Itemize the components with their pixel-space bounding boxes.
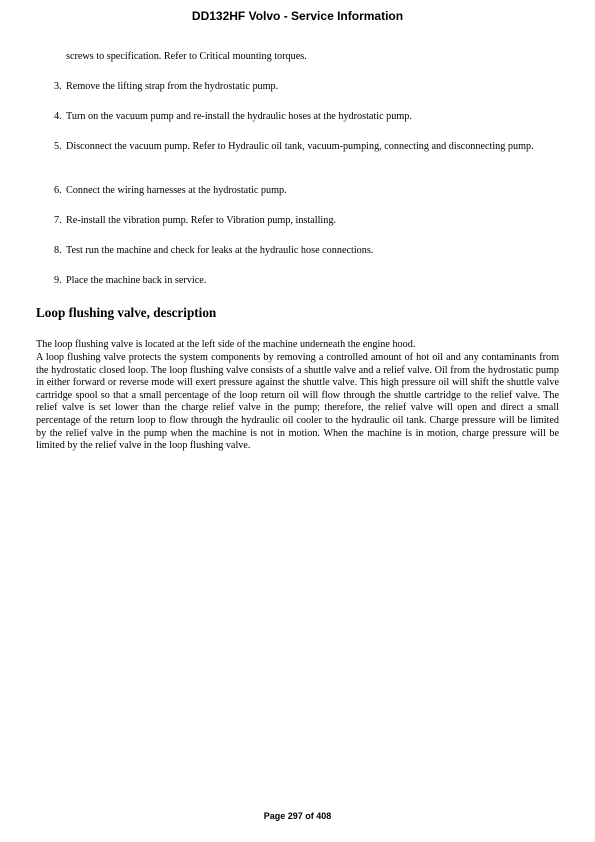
step-text: Re-install the vibration pump. Refer to Vibration pump, installing.	[66, 215, 336, 226]
step-number: 6.	[54, 185, 62, 196]
body-paragraph: The loop flushing valve is located at the left side of the machine underneath the engine hood.	[36, 339, 416, 350]
document-header: DD132HF Volvo - Service Information	[191, 9, 404, 23]
step-text: Test run the machine and check for leaks at the hydraulic hose connections.	[66, 245, 374, 256]
step-text: Place the machine back in service.	[66, 275, 207, 286]
step-text: Connect the wiring harnesses at the hydrostatic pump.	[66, 185, 287, 196]
procedure-step	[54, 185, 559, 198]
step-text: Turn on the vacuum pump and re-install the hydraulic hoses at the hydrostatic pump.	[66, 111, 412, 122]
step-text: Disconnect the vacuum pump. Refer to Hydraulic oil tank, vacuum-pumping, connecting and disconnecting pump.	[66, 141, 534, 152]
step-number: 4.	[54, 111, 62, 122]
procedure-step	[54, 245, 559, 258]
step-number: 3.	[54, 81, 62, 92]
step-number: 9.	[54, 275, 62, 286]
step-number: 8.	[54, 245, 62, 256]
procedure-step	[54, 275, 559, 288]
step-text: Remove the lifting strap from the hydrostatic pump.	[66, 81, 279, 92]
step-number: 5.	[54, 141, 62, 152]
procedure-step	[54, 81, 559, 94]
procedure-step	[54, 215, 559, 228]
procedure-step	[54, 141, 559, 154]
page-number: Page 297 of 408	[263, 811, 332, 821]
procedure-step	[54, 111, 559, 124]
step-number: 7.	[54, 215, 62, 226]
section-heading: Loop flushing valve, description	[36, 305, 217, 320]
continuation-text: screws to specification. Refer to Critical mounting torques.	[66, 51, 307, 62]
body-paragraph: A loop flushing valve protects the system components by removing a controlled amount of hot oil and any contaminants from the hydrostatic closed loop. The loop flushing valve consists of a shuttle valve and a relief valve. Oil from the hydrostatic pump in either forward or reverse mode will exert pressure against the shuttle valve. This high pressure oil will shift the shuttle valve cartridge spool so that a small percentage of the loop return oil will flow through the shuttle cartridge to the relief valve. The relief valve is set lower than the charge relief valve in the pump; therefore, the relief valve will open and direct a small percentage of the return loop to flow through the hydraulic oil cooler to the hydraulic oil tank. Charge pressure will be limited by the relief valve in the pump when the machine is not in motion. When the machine is in motion, charge pressure will be limited by the relief valve in the loop flushing valve.	[36, 352, 559, 452]
